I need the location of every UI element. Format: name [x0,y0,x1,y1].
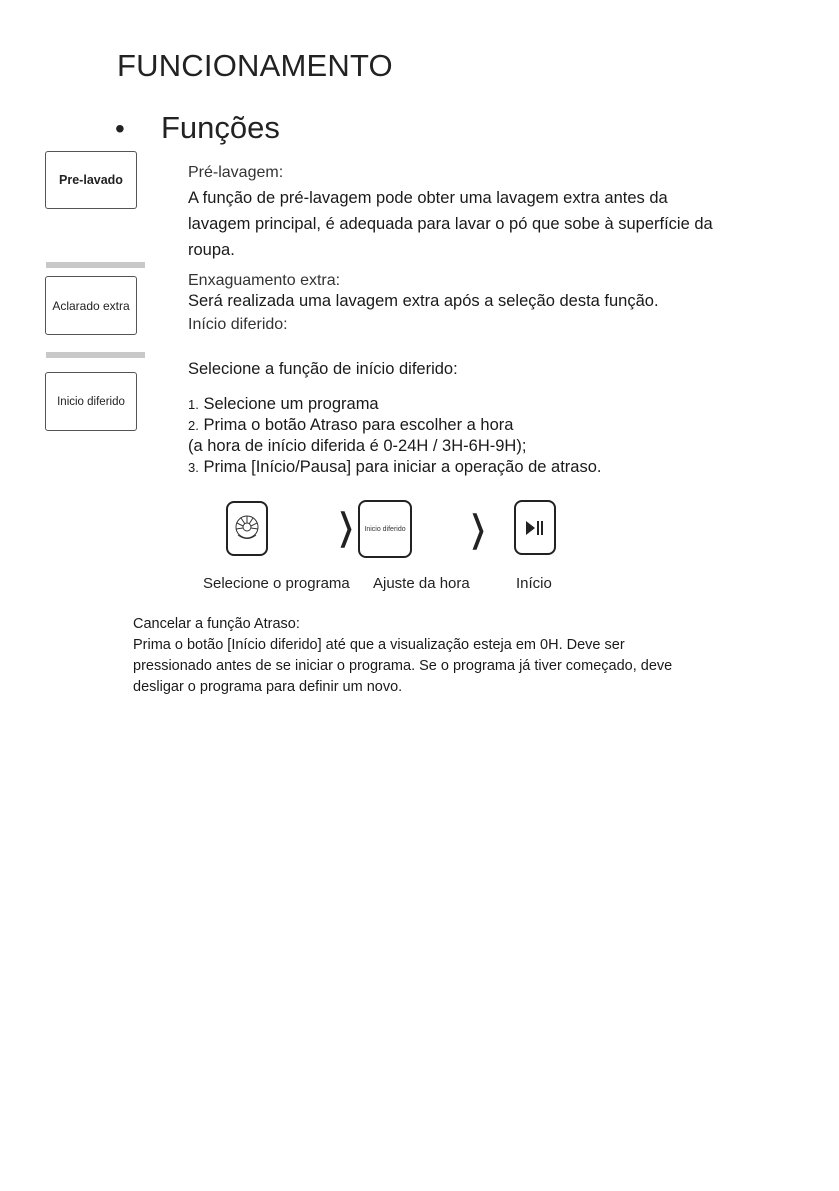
delay-start-heading: Início diferido: [188,316,288,333]
caption-select-program: Selecione o programa [203,575,350,592]
cancel-delay-section [133,614,753,698]
pre-wash-line-3: roupa. [188,241,235,259]
extra-rinse-button-label: Aclarado extra [52,298,130,313]
cancel-line-3: desligar o programa para definir um novo. [133,679,403,695]
extra-rinse-heading: Enxaguamento extra: [188,272,341,289]
pre-wash-button-illustration [45,151,137,209]
pre-wash-line-2: lavagem principal, é adequada para lavar o pó que sobe à superfície da [188,215,713,233]
caption-start: Início [516,575,552,592]
pre-wash-button-label: Pre-lavado [59,173,123,187]
delay-start-button-icon: Inicio diferido [358,500,412,558]
divider [46,262,145,268]
page-title: FUNCIONAMENTO [117,48,393,83]
step-1: 1. Selecione um programa [188,395,379,413]
delay-start-intro: Selecione a função de início diferido: [188,360,458,378]
play-pause-icon [514,500,556,555]
step-2: 2. Prima o botão Atraso para escolher a hora [188,416,514,434]
delay-start-button-label: Inicio diferido [57,395,125,408]
step-3: 3. Prima [Início/Pausa] para iniciar a operação de atraso. [188,458,602,476]
bullet: • [115,113,125,144]
divider [46,352,145,358]
pre-wash-line-1: A função de pré-lavagem pode obter uma lavagem extra antes da [188,189,668,207]
delay-start-steps [188,394,601,478]
step-2-note: (a hora de início diferida é 0-24H / 3H-6H-9H); [188,437,527,455]
extra-rinse-button-illustration [45,276,137,335]
chevron-right-icon: ❭ [466,508,490,549]
cancel-heading: Cancelar a função Atraso: [133,616,300,632]
extra-rinse-body: Será realizada uma lavagem extra após a seleção desta função. [188,292,659,310]
cancel-line-2: pressionado antes de se iniciar o programa. Se o programa já tiver começado, deve [133,658,673,674]
pre-wash-heading: Pré-lavagem: [188,164,284,181]
delay-start-button-illustration [45,372,137,431]
program-dial-icon [226,501,268,556]
section-title: Funções [161,110,280,145]
caption-set-time: Ajuste da hora [373,575,470,592]
cancel-line-1: Prima o botão [Início diferido] até que a visualização esteja em 0H. Deve ser [133,637,625,653]
chevron-right-icon: ❭ [334,506,358,547]
